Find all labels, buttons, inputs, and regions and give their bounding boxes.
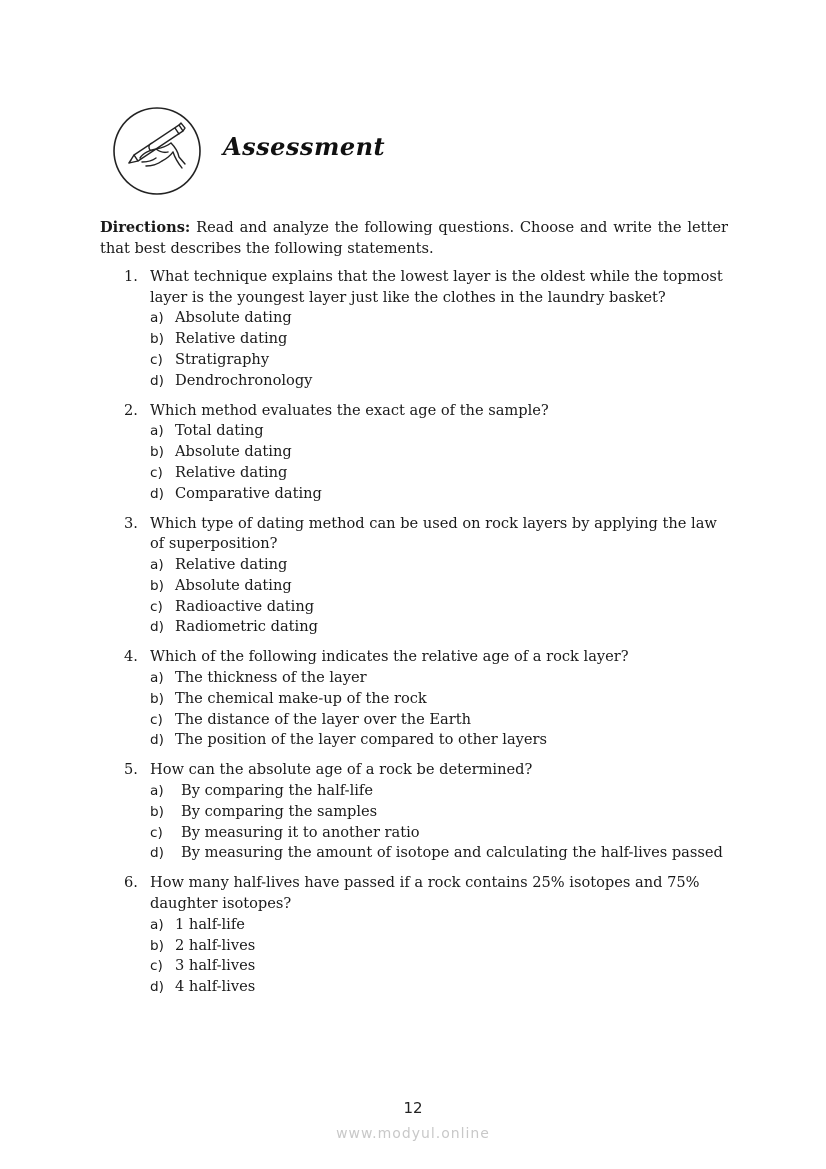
option-letter: b) [150, 803, 164, 820]
option-text: By measuring the amount of isotope and calculating the half-lives passed [181, 844, 723, 862]
option-letter: d) [150, 845, 164, 862]
directions [100, 217, 728, 259]
question-text: What technique explains that the lowest layer is the oldest while the topmost layer is the youngest layer just like the clothes in the laundry basket? [150, 268, 723, 306]
option-a [150, 915, 728, 936]
option-text: Absolute dating [175, 309, 292, 327]
question-number: 2. [124, 401, 138, 419]
option-text: Absolute dating [175, 443, 292, 461]
option-b [150, 689, 728, 710]
option-d [150, 977, 728, 998]
question-list [100, 267, 728, 1007]
option-d [150, 843, 728, 864]
option-d [150, 730, 728, 751]
option-a [150, 555, 728, 576]
question-text: Which of the following indicates the relative age of a rock layer? [150, 648, 629, 666]
option-letter: c) [150, 351, 163, 368]
page-number: 12 [403, 1099, 423, 1117]
option-letter: a) [150, 670, 164, 687]
option-text: The thickness of the layer [175, 669, 367, 687]
option-text: Relative dating [175, 556, 288, 574]
question-text: Which type of dating method can be used on rock layers by applying the law of superposition? [150, 514, 717, 553]
option-text: The chemical make-up of the rock [175, 689, 427, 707]
question-number: 6. [124, 874, 138, 892]
question-text: How can the absolute age of a rock be determined? [150, 761, 533, 779]
directions-lead: Directions: [100, 219, 191, 236]
watermark: www.modyul.online [336, 1126, 490, 1142]
question-2 [100, 401, 728, 505]
option-text: 3 half-lives [175, 957, 256, 975]
option-text: 4 half-lives [175, 978, 256, 995]
option-b [150, 802, 728, 823]
option-text: Dendrochronology [175, 371, 313, 389]
option-letter: d) [150, 485, 164, 502]
option-letter: c) [150, 824, 163, 841]
option-a [150, 668, 728, 689]
option-c [150, 710, 728, 731]
option-c [150, 350, 728, 371]
option-letter: d) [150, 732, 164, 749]
question-number: 5. [124, 761, 138, 779]
option-b [150, 442, 728, 463]
page-title: Assessment [223, 132, 386, 161]
question-1 [100, 267, 728, 391]
question-3 [100, 514, 728, 638]
option-text: 2 half-lives [175, 936, 256, 954]
option-text: Comparative dating [175, 484, 322, 502]
option-d [150, 484, 728, 505]
option-letter: b) [150, 690, 164, 707]
option-letter: d) [150, 372, 164, 389]
pencil-hand-icon [112, 106, 202, 196]
option-b [150, 329, 728, 350]
question-4 [100, 647, 728, 751]
question-number: 1. [124, 268, 138, 285]
option-a [150, 308, 728, 329]
option-letter: a) [150, 423, 164, 440]
option-b [150, 576, 728, 597]
option-text: Relative dating [175, 330, 288, 348]
option-text: Absolute dating [175, 576, 292, 594]
option-letter: a) [150, 783, 164, 800]
option-letter: c) [150, 598, 163, 615]
option-text: Relative dating [175, 463, 288, 481]
option-text: By comparing the samples [181, 802, 378, 820]
question-text: How many half-lives have passed if a rock contains 25% isotopes and 75% daughter isotopes? [150, 874, 700, 913]
option-b [150, 936, 728, 957]
option-text: Radiometric dating [175, 618, 318, 636]
directions-text: Read and analyze the following questions. Choose and write the letter that best describes the following statements. [100, 219, 728, 257]
question-number: 3. [124, 514, 138, 532]
option-text: Stratigraphy [175, 350, 270, 368]
option-text: The distance of the layer over the Earth [175, 710, 471, 728]
question-6 [100, 873, 728, 997]
option-c [150, 597, 728, 618]
option-letter: a) [150, 310, 164, 327]
question-number: 4. [124, 648, 138, 666]
option-text: 1 half-life [175, 915, 245, 933]
option-letter: c) [150, 711, 163, 728]
option-letter: b) [150, 937, 164, 954]
option-c [150, 463, 728, 484]
option-letter: c) [150, 958, 163, 975]
option-a [150, 421, 728, 442]
option-text: Total dating [175, 422, 264, 440]
question-text: Which method evaluates the exact age of the sample? [150, 401, 549, 419]
option-letter: c) [150, 464, 163, 481]
option-letter: d) [150, 979, 164, 995]
assessment-header [112, 106, 612, 198]
option-letter: a) [150, 557, 164, 574]
option-text: The position of the layer compared to other layers [175, 731, 548, 749]
option-c [150, 956, 728, 977]
option-c [150, 823, 728, 844]
option-text: Radioactive dating [175, 597, 315, 615]
option-d [150, 371, 728, 392]
option-letter: b) [150, 577, 164, 594]
option-letter: d) [150, 619, 164, 636]
option-text: By measuring it to another ratio [181, 823, 420, 841]
question-5 [100, 760, 728, 864]
option-letter: a) [150, 916, 164, 933]
option-a [150, 781, 728, 802]
option-d [150, 617, 728, 638]
option-text: By comparing the half-life [181, 782, 373, 800]
option-letter: b) [150, 331, 164, 348]
option-letter: b) [150, 444, 164, 461]
